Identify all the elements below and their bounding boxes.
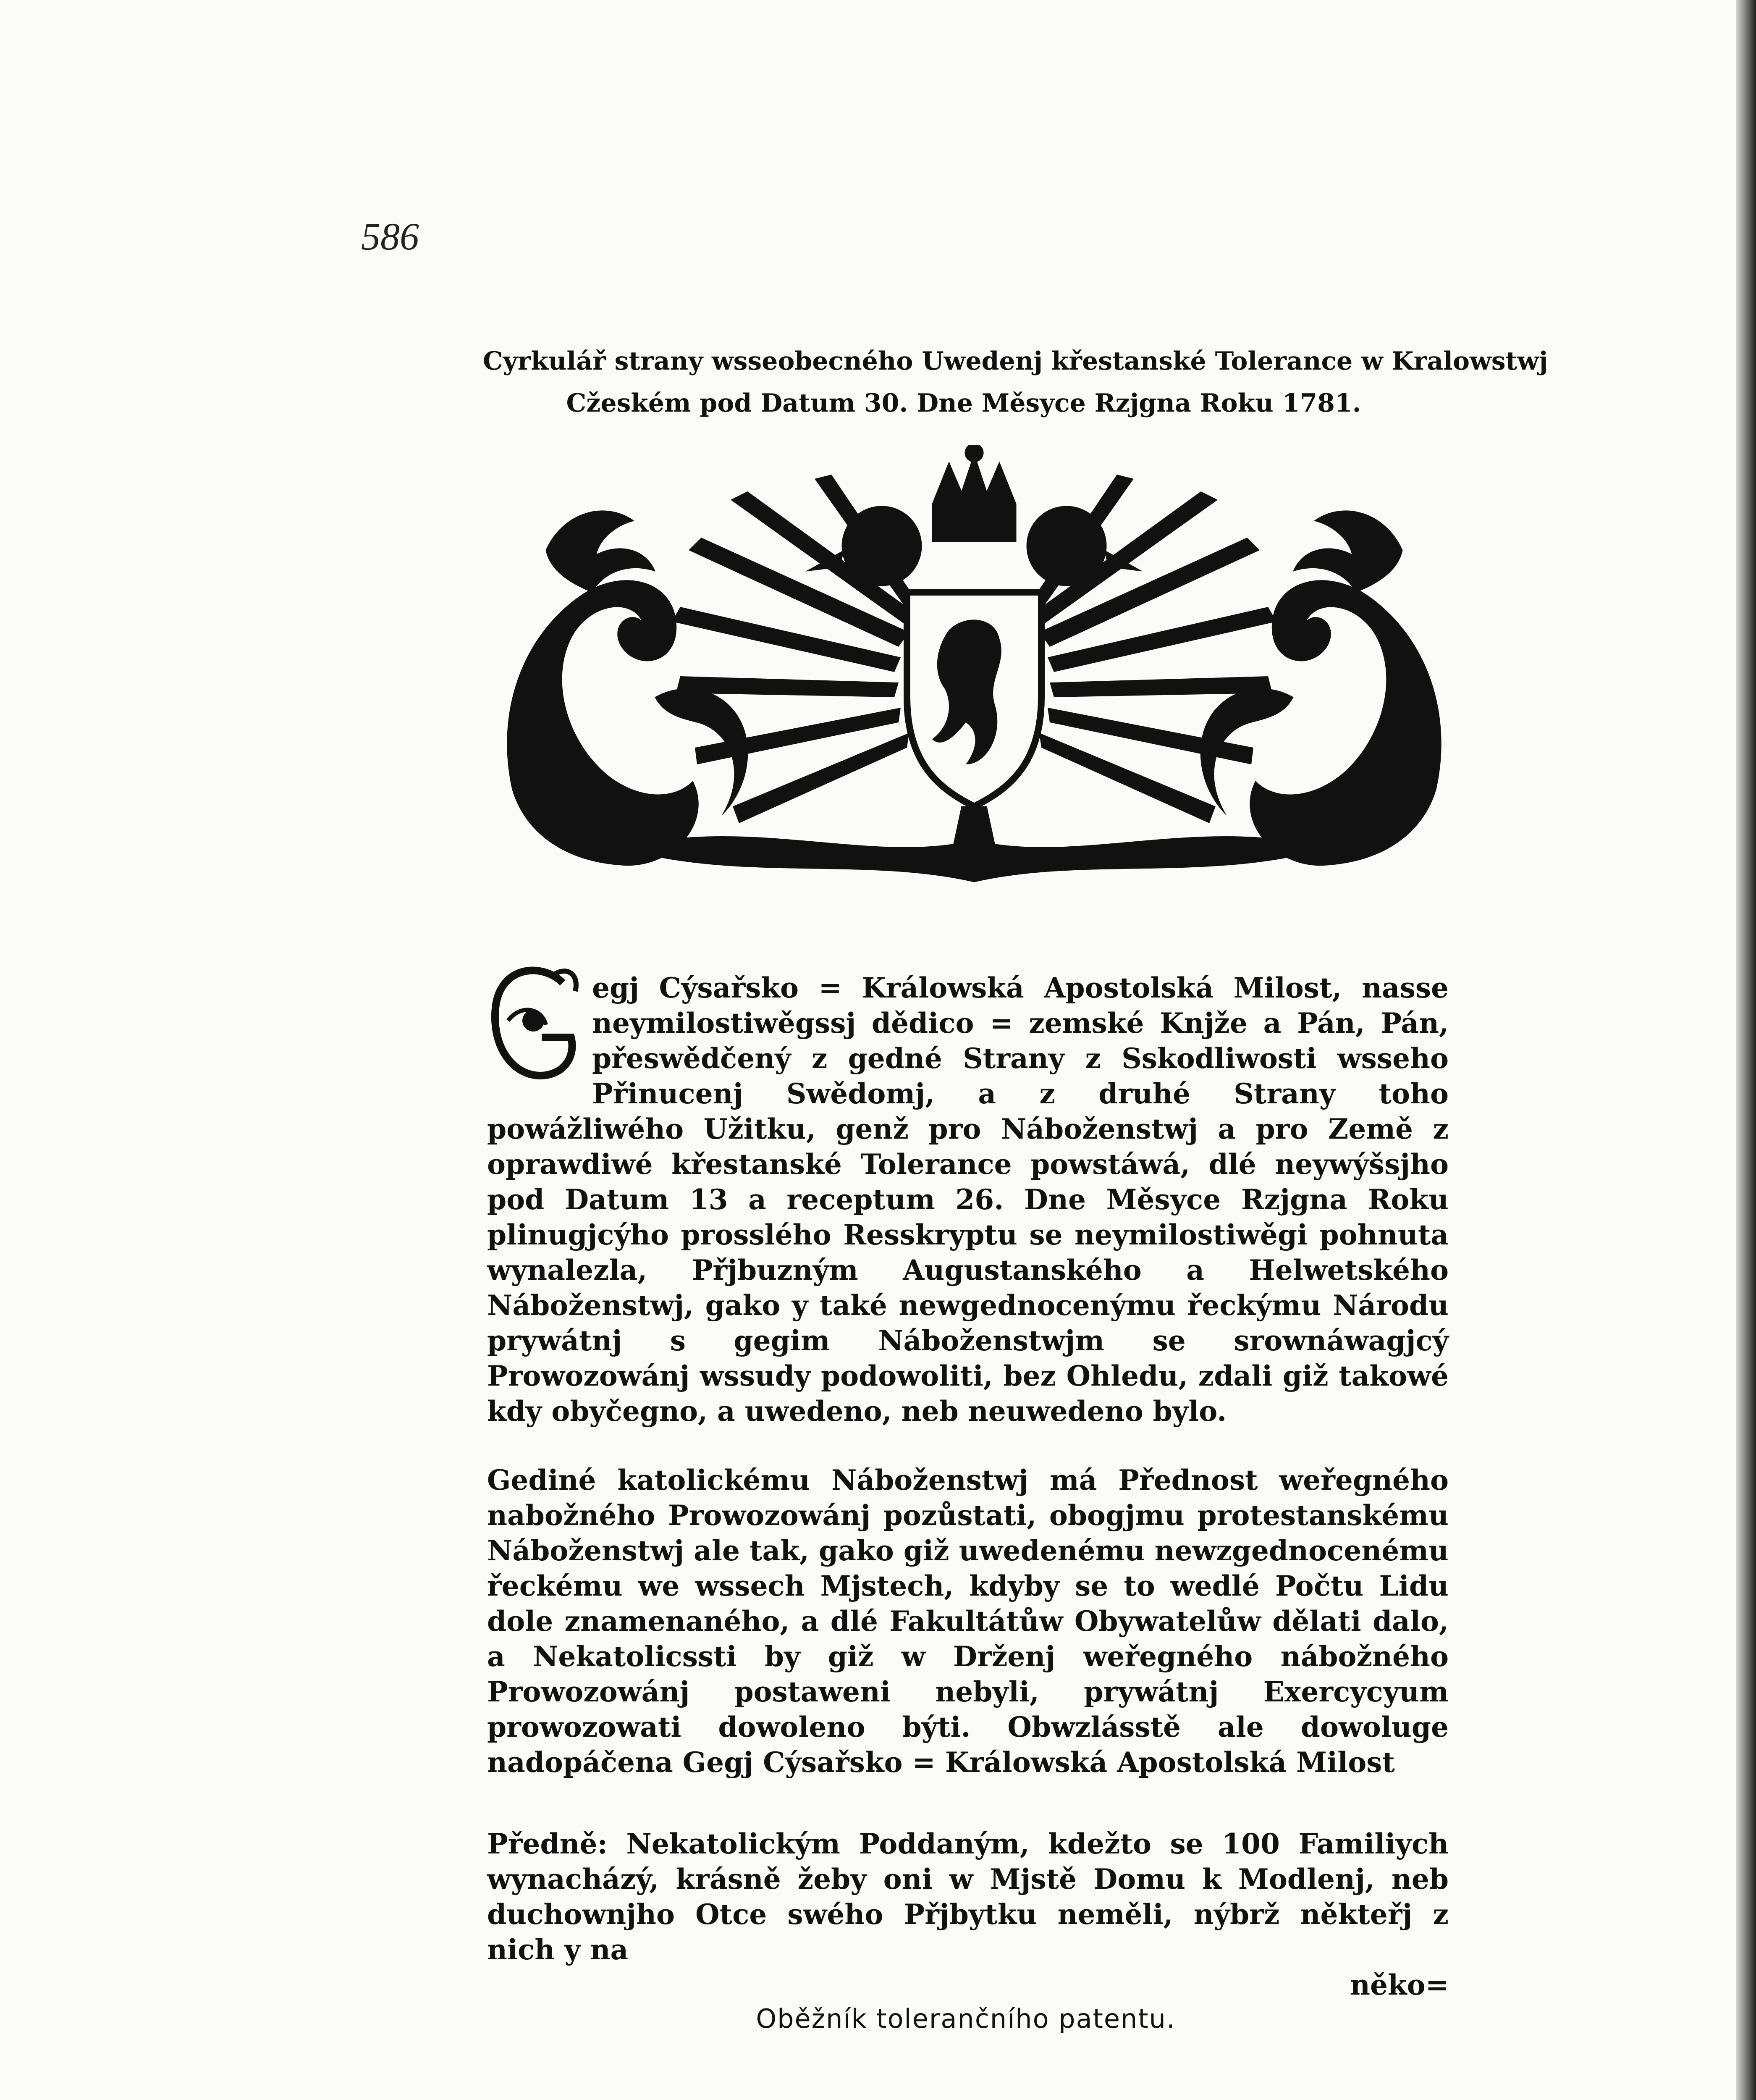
ornate-initial-icon [483,958,584,1084]
paragraph-1-text: egj Cýsařsko = Králowská Apostolská Milost, nasse neymilostiwěgssj dědico = zemské Knjže a Pán, Pán, přeswědčený z gedné Strany z Sskodliwosti wsseho Přinucenj Swědomj, a z druhé Strany toho powážliwého Užitku, genž pro Náboženstwj a pro Země z oprawdiwé křestanské Tolerance powstáwá, dlé neywýšsjho pod Datum 13 a receptum 26. Dne Měsyce Rzjgna Roku plinugjcýho prosslého Resskryptu se neymilostiwěgi pohnuta wynalezla, Přjbuzným Augustanského a Helwetského Náboženstwj, gako y také newgednocenýmu řeckýmu Národu prywátnj s gegim Náboženstwjm se srownáwagjcý Prowozowánj wssudy podowoliti, bez Ohledu, zdali giž takowé kdy obyčegno, a uwedeno, neb neuwedeno bylo. [487,971,1449,1428]
heading-line-1: Cyrkulář strany wsseobecného Uwedenj křestanské Tolerance w Kralowstwj [483,346,1548,376]
catchword: něko= [1350,1969,1449,2001]
document-heading [483,340,1548,424]
page-number: 586 [361,215,419,258]
scan-edge [1736,0,1756,2100]
paragraph-3: Předně: Nekatolickým Poddaným, kdežto se 100 Familiych wynacházý, krásně žeby oni w Mjstě Domu k Modlenj, neb duchownjho Otce swého Přjbytku neměli, nýbrž někteřj z nich y na [487,1827,1449,1966]
coat-of-arms-eagle-icon [495,445,1453,890]
figure-caption: Oběžník tolerančního patentu. [756,2003,1176,2034]
paragraph-1 [487,970,1449,1429]
paragraph-2: Gediné katolickému Náboženstwj má Přednost weřegného nabožného Prowozowánj pozůstati, obogjmu protestanskému Náboženstwj ale tak, gako giž uwedenému newzgednocenému řeckému we wssech Mjstech, kdyby se to wedlé Počtu Lidu dole znamenaného, a dlé Fakultátůw Obywatelůw dělati dalo, a Nekatolicssti by giž w Drženj weřegného nábožného Prowozowánj postaweni nebyli, prywátnj Exercycyum prowozowati dowoleno býti. Obwzlásstě ale dowoluge nadopáčena Gegj Cýsařsko = Králowská Apostolská Milost [487,1464,1449,1779]
document-body [487,924,1449,2003]
heading-line-2: Cžeském pod Datum 30. Dne Měsyce Rzjgna Roku 1781. [566,388,1361,418]
